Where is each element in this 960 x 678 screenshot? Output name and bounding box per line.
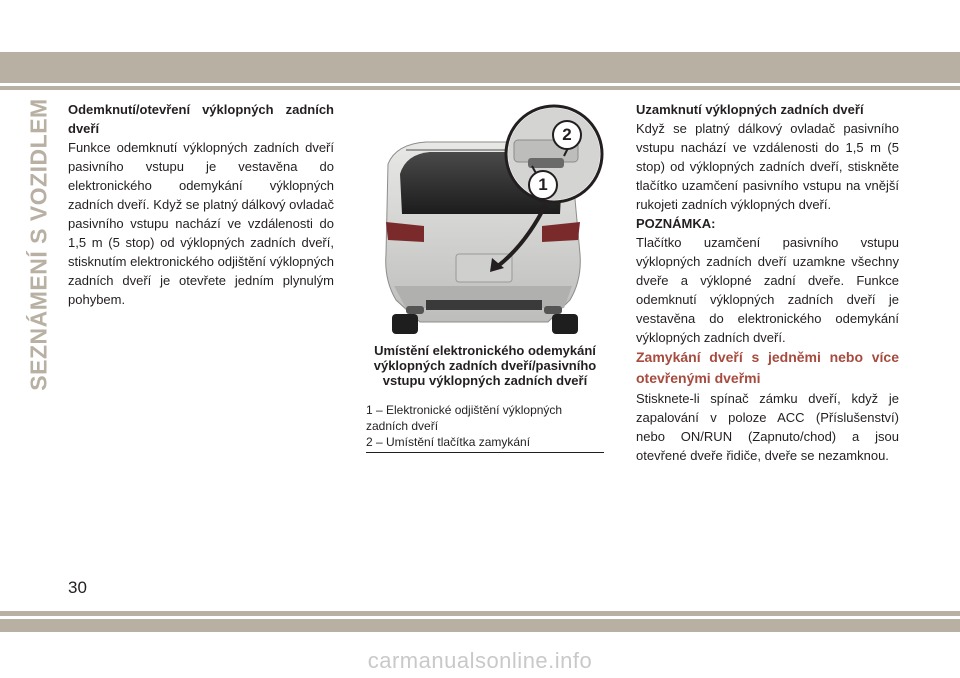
side-section-tab-label: SEZNÁMENÍ S VOZIDLEM [25,97,52,391]
top-rule [0,86,960,90]
callout-1 [528,170,558,200]
legend-item-1: 1 – Elektronické odjištění výklopných zadních dveří [366,403,563,433]
legend-item-2: 2 – Umístění tlačítka zamykání [366,435,531,449]
callout-2-label: 2 [562,125,572,144]
note-text: Tlačítko uzamčení pasivního vstupu výklopných zadních dveří uzamkne všechny dveře a výklopné zadní dveře. Funkce odemknutí výklopných zadních dveří je vestavěna do elektronického odemykání výklopných zadních dveří. [636,235,899,345]
figure-caption: Umístění elektronického odemykání výklopných zadních dveří/pasivního vstupu výklopných zadních dveří [373,343,597,388]
callout-2 [552,120,582,150]
right-paragraph: Když se platný dálkový ovladač pasivního vstupu nachází ve vzdálenosti do 1,5 m (5 stop) od výklopných zadních dveří, stiskněte tlačítko uzamčení pasivního vstupu na vnější rukojeti zadních výklopných dveří. [636,121,899,212]
right-heading: Uzamknutí výklopných zadních dveří [636,102,864,117]
watermark: carmanualsonline.info [367,648,593,673]
side-section-tab [20,97,58,391]
left-column [68,100,334,309]
note-title: POZNÁMKA: [636,216,716,231]
top-band [0,52,960,83]
tailgate-figure [366,104,604,338]
bottom-rule [0,611,960,616]
section-paragraph: Stisknete-li spínač zámku dveří, když je zapalování v poloze ACC (Příslušenství) nebo ON/RUN (Zapnuto/chod) a jsou otevřené dveře řidiče, dveře se nezamknou. [636,391,899,463]
page-number: 30 [68,578,87,597]
callout-1-label: 1 [538,175,548,194]
right-column [636,100,899,465]
left-heading: Odemknutí/otevření výklopných zadních dveří [68,102,334,136]
left-paragraph: Funkce odemknutí výklopných zadních dveří pasivního vstupu je vestavěna do elektronického odemykání výklopných zadních dveří. Když se platný dálkový ovladač pasivního vstupu nachází ve vzdálenosti do 1,5 m (5 stop) od výklopných zadních dveří, stisknutím elektronického odjištění výklopných zadních dveří je otevřete jedním plynulým pohybem. [68,140,334,307]
figure-legend [366,402,604,450]
legend-rule [366,452,604,453]
section-heading: Zamykání dveří s jedněmi nebo více otevřenými dveřmi [636,349,899,386]
bottom-band [0,619,960,632]
